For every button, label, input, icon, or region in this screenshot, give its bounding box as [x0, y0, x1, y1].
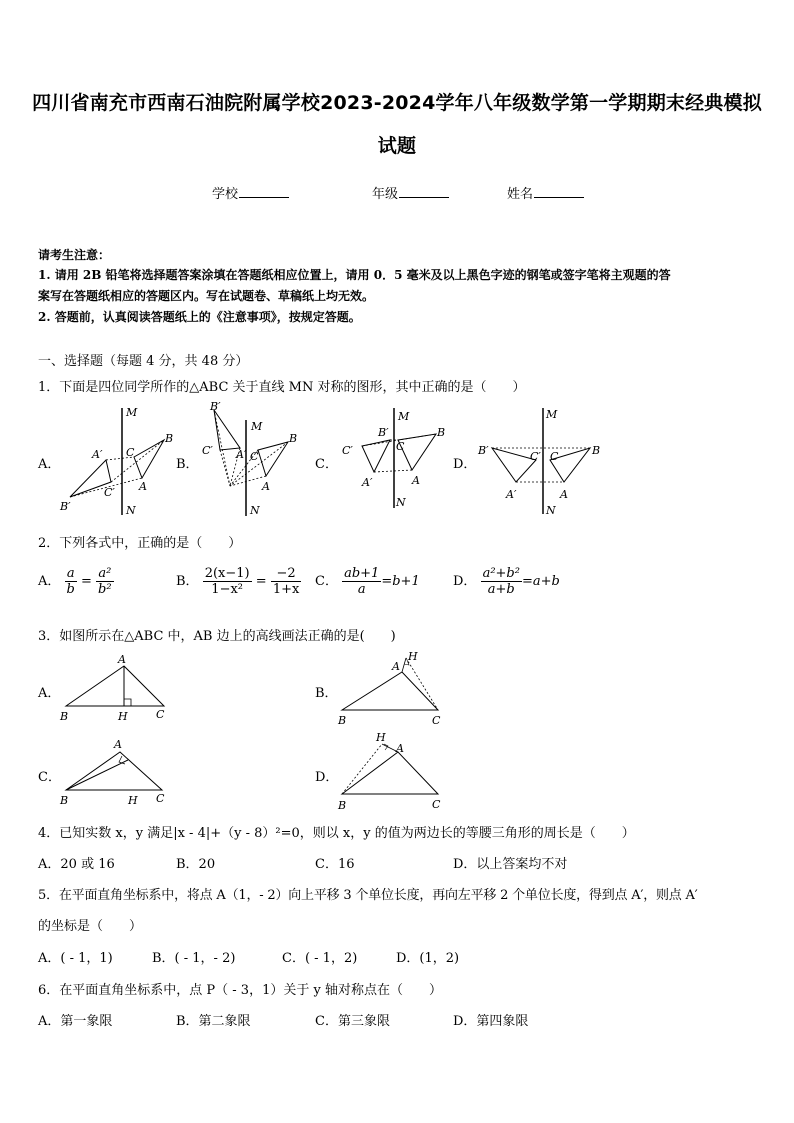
q4-option-d[interactable]: D．以上答案均不对 [453, 857, 568, 872]
label-b: B [289, 432, 298, 445]
label-c1: C′ [104, 486, 115, 499]
label-a: A [262, 480, 270, 493]
label-c: C [250, 450, 259, 463]
label-a: A [118, 653, 126, 666]
label-a: A [392, 660, 400, 673]
label-m: M [126, 406, 138, 419]
label-b1: B′ [478, 444, 489, 457]
label-a: A [396, 742, 404, 755]
notice-heading: 请考生注意： [38, 248, 111, 262]
q5-option-a[interactable]: A．( - 1，1) [38, 951, 113, 966]
school-label: 学校 [212, 187, 239, 202]
school-field[interactable] [212, 183, 289, 202]
q3-option-b[interactable]: B． [315, 686, 338, 701]
q1-option-a[interactable]: A． [38, 457, 61, 472]
label-a1: A′ [362, 476, 373, 489]
label-n: N [546, 504, 556, 516]
label-a: A [114, 738, 122, 751]
label-b: B [338, 714, 347, 727]
q6-option-a[interactable]: A．第一象限 [38, 1014, 113, 1029]
label-c: C [432, 798, 441, 811]
question-4-stem: 4．已知实数 x，y 满足|x - 4|+（y - 8）²=0，则以 x，y 的值为两边长的等腰三角形的周长是（ ） [38, 826, 635, 841]
grade-field[interactable] [372, 183, 449, 202]
label-c1: C′ [202, 444, 213, 457]
q2-option-c[interactable]: C． $\frac{ab+1}{a}$ =b+1 [315, 566, 420, 597]
q1-option-b[interactable]: B． [176, 457, 199, 472]
q4-option-c[interactable]: C．16 [315, 857, 355, 872]
label-c: C [156, 792, 165, 805]
label-b: B [165, 432, 174, 445]
q1-figure-d [476, 404, 606, 516]
label-b: B [437, 426, 446, 439]
q3-option-c[interactable]: C． [38, 770, 61, 785]
label-m: M [546, 408, 558, 421]
q5-option-d[interactable]: D．(1，2) [396, 951, 460, 966]
q2-option-b[interactable]: B． $\frac{2(x-1)}{\text{1−x²}}$ = $\frac{-2}{1+x}$ [176, 566, 300, 597]
q5-option-b[interactable]: B．( - 1，- 2) [152, 951, 236, 966]
label-c: C [156, 708, 165, 721]
q1-figure-c [338, 404, 448, 512]
label-m: M [398, 410, 410, 423]
label-c1: C′ [530, 450, 541, 463]
label-n: N [126, 504, 136, 517]
q1-figure-a [56, 400, 176, 520]
name-label: 姓名 [507, 187, 534, 202]
label-a1: A′ [92, 448, 103, 461]
label-c: C [126, 446, 135, 459]
label-b: B [60, 794, 69, 807]
label-b: B [592, 444, 601, 457]
q3-option-d[interactable]: D． [315, 770, 339, 785]
label-b1: B′ [210, 400, 221, 413]
notice-item2: 2. 答题前，认真阅读答题纸上的《注意事项》，按规定答题。 [38, 310, 361, 324]
q3-figure-a [56, 650, 176, 725]
page-title-line2: 试题 [377, 135, 417, 157]
question-3-stem: 3．如图所示在△ABC 中，AB 边上的高线画法正确的是( ) [38, 629, 396, 644]
q5-option-c[interactable]: C．( - 1，2) [282, 951, 358, 966]
notice-item1: 1. 请用 2B 铅笔将选择题答案涂填在答题纸相应位置上，请用 0．5 毫米及以上黑色字迹的钢笔或签字笔将主观题的答 [38, 268, 671, 282]
q4-option-b[interactable]: B．20 [176, 857, 216, 872]
question-5-stem: 5．在平面直角坐标系中，将点 A（1，- 2）向上平移 3 个单位长度，再向左平移 2 个单位长度，得到点 A′，则点 A′ [38, 888, 698, 903]
label-a: A [412, 474, 420, 487]
q3-figure-b [332, 646, 452, 728]
label-h: H [128, 794, 138, 807]
grade-label: 年级 [372, 187, 399, 202]
question-6-stem: 6．在平面直角坐标系中，点 P（ - 3，1）关于 y 轴对称点在（ ） [38, 983, 442, 998]
q1-option-c[interactable]: C． [315, 457, 338, 472]
q6-option-b[interactable]: B．第二象限 [176, 1014, 251, 1029]
label-m: M [251, 420, 263, 433]
q3-figure-c [56, 734, 176, 809]
label-c: C [396, 440, 405, 453]
label-a1: A′ [236, 448, 247, 461]
question-1-stem: 1．下面是四位同学所作的△ABC 关于直线 MN 对称的图形，其中正确的是（ ） [38, 380, 526, 395]
notice-item1-cont: 案写在答题纸相应的答题区内。写在试题卷、草稿纸上均无效。 [38, 289, 375, 303]
label-a: A [139, 480, 147, 493]
label-h: H [376, 731, 386, 744]
label-a1: A′ [506, 488, 517, 501]
label-c: C [550, 450, 559, 463]
label-a: A [560, 488, 568, 501]
label-n: N [250, 504, 260, 517]
label-h: H [118, 710, 128, 723]
q1-figure-b [200, 398, 310, 520]
label-b: B [60, 710, 69, 723]
label-b1: B′ [60, 500, 71, 513]
page-title: 四川省南充市西南石油院附属学校2023-2024学年八年级数学第一学期期末经典模拟 [32, 92, 762, 114]
q2-option-a[interactable]: A． $\frac{a}{b}$ = $\frac{\text{a²}}{\text{b²}}$ [38, 566, 112, 597]
q4-option-a[interactable]: A．20 或 16 [38, 857, 115, 872]
q6-option-c[interactable]: C．第三象限 [315, 1014, 390, 1029]
q6-option-d[interactable]: D．第四象限 [453, 1014, 529, 1029]
label-b: B [338, 799, 347, 812]
question-5-stem-cont: 的坐标是（ ） [38, 919, 143, 934]
label-c1: C′ [342, 444, 353, 457]
label-n: N [396, 496, 406, 509]
question-2-stem: 2．下列各式中，正确的是（ ） [38, 536, 242, 551]
q2-option-d[interactable]: D． $\frac{\text{a²+b²}}{a+b}$ =a+b [453, 566, 560, 597]
label-h: H [408, 650, 418, 663]
q3-figure-d [332, 728, 452, 814]
label-b1: B′ [378, 426, 389, 439]
q1-option-d[interactable]: D． [453, 457, 477, 472]
q3-option-a[interactable]: A． [38, 686, 61, 701]
label-c: C [432, 714, 441, 727]
name-field[interactable] [507, 183, 584, 202]
section-heading: 一、选择题（每题 4 分，共 48 分） [38, 354, 249, 369]
